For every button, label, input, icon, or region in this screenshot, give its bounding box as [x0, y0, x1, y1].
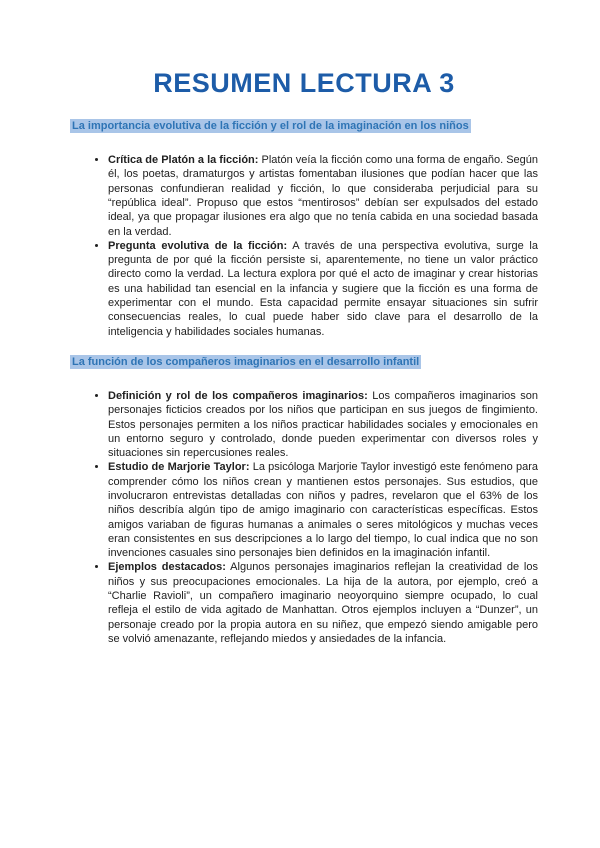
bullet-list [70, 153, 538, 339]
page-title: RESUMEN LECTURA 3 [153, 68, 455, 98]
list-item-critica-platon [108, 153, 538, 239]
section-heading-ficcion: La importancia evolutiva de la ficción y el rol de la imaginación en los niños [72, 120, 469, 133]
section-companeros-imaginarios [70, 355, 538, 646]
section-heading-row [70, 119, 538, 134]
bullet-text: Los compañeros imaginarios son personajes ficticios creados por los niños que participan en sus juegos de fingimiento. Estos personajes permiten a los niños practicar habilidades sociales y emocionales en un entorno seguro y controlado, donde pueden experimentar con diversos roles y situaciones sin repercusiones reales. [108, 389, 538, 460]
list-item-definicion-rol [108, 389, 538, 460]
section-heading-companeros: La función de los compañeros imaginarios en el desarrollo infantil [72, 355, 420, 368]
bullet-text: A través de una perspectiva evolutiva, surge la pregunta de por qué la ficción persiste si, aparentemente, no tiene un valor práctico directo como la verdad. La lectura explora por qué el acto de imaginar y crear historias es una habilidad tan esencial en la infancia y sugiere que la ficción es una forma de experimentar con el mundo. Esta capacidad permite ensayar situaciones sin sufrir consecuencias reales, lo cual puede haber sido clave para el desarrollo de la inteligencia y habilidades sociales humanas. [108, 239, 538, 338]
list-item-pregunta-evolutiva [108, 239, 538, 339]
bullet-label: Pregunta evolutiva de la ficción: [108, 239, 288, 252]
bullet-text: Platón veía la ficción como una forma de engaño. Según él, los poetas, dramaturgos y artistas fomentaban ilusiones que podían hacer que las personas confundieran realidad y ficción, lo que consideraba perjudicial para su “república ideal”. Propuso que estos “mentirosos” debían ser expulsados del estado ideal, ya que propagar ilusiones era algo que no tenía cabida en una sociedad basada en la verdad. [108, 154, 538, 238]
bullet-label: Definición y rol de los compañeros imaginarios: [108, 389, 368, 402]
bullet-text: Algunos personajes imaginarios reflejan la creatividad de los niños y sus preocupaciones emocionales. La hija de la autora, por ejemplo, creó a “Charlie Ravioli”, un compañero imaginario neoyorquino siempre ocupado, lo cual refleja el estilo de vida agitado de Manhattan. Otros ejemplos incluyen a “Dunzer”, un personaje creado por la propia autora en su niñez, que empezó siendo amigable pero se volvió amenazante, reflejando miedos y ansiedades de la infancia. [108, 561, 538, 645]
bullet-label: Estudio de Marjorie Taylor: [108, 461, 250, 474]
list-item-ejemplos-destacados [108, 560, 538, 646]
bullet-label: Crítica de Platón a la ficción: [108, 154, 259, 167]
section-ficcion-imaginacion [70, 119, 538, 339]
list-item-estudio-marjorie-taylor [108, 460, 538, 560]
bullet-text: La psicóloga Marjorie Taylor investigó este fenómeno para comprender cómo los niños crean y mantienen estos personajes. Sus estudios, que involucraron entrevistas detalladas con niños y padres, revelaron que el 63% de los niños describía algún tipo de amigo imaginario con características específicas. Estos amigos variaban de figuras humanas a animales o seres mitológicos y muchas veces eran consistentes en sus descripciones a lo largo del tiempo, lo cual indica que no son invenciones casuales sino personajes bien definidos en la imaginación infantil. [108, 461, 538, 560]
bullet-list [70, 389, 538, 646]
section-heading-row [70, 355, 538, 370]
bullet-label: Ejemplos destacados: [108, 561, 226, 574]
